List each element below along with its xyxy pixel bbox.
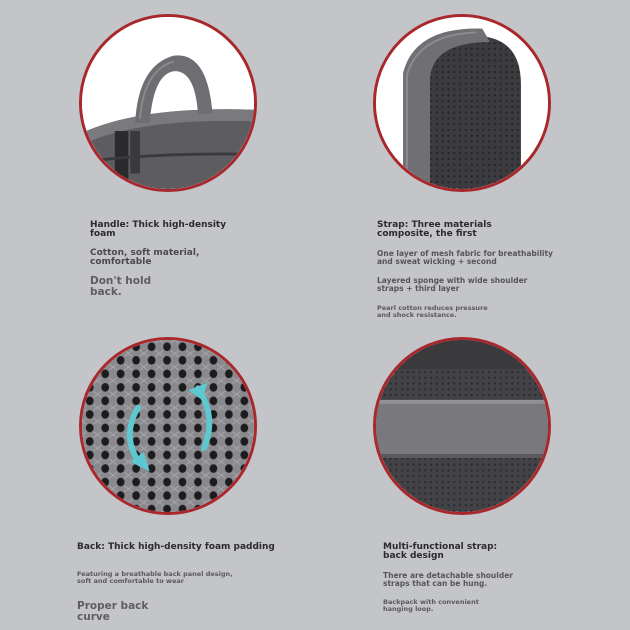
handle-detail-photo-icon xyxy=(82,17,254,189)
multi-title: Multi-functional strap: back design xyxy=(383,542,498,562)
handle-photo-circle xyxy=(79,14,257,192)
back-line-1: Featuring a breathable back panel design, soft and comfortable to wear xyxy=(77,570,233,585)
strap-detail-photo-icon xyxy=(376,17,548,189)
multi-line-1: There are detachable shoulder straps that can be hung. xyxy=(383,571,514,588)
hanging-strap-photo-icon xyxy=(376,340,548,512)
strap-title: Strap: Three materials composite, the first xyxy=(377,220,492,240)
multi-line-2: Backpack with convenient hanging loop. xyxy=(383,598,479,613)
handle-line-1: Cotton, soft material, comfortable xyxy=(90,248,200,268)
back-title: Back: Thick high-density foam padding xyxy=(77,542,275,552)
handle-title: Handle: Thick high-density foam xyxy=(90,220,227,240)
back-line-2: Proper back curve xyxy=(77,600,149,624)
handle-line-2: Don't hold back. xyxy=(90,275,152,299)
strap-line-2: Layered sponge with wide shoulder straps + third layer xyxy=(377,276,528,293)
strap-photo-circle xyxy=(373,14,551,192)
strap-line-3: Pearl cotton reduces pressure and shock resistance. xyxy=(377,304,488,319)
mesh-detail-photo-icon xyxy=(82,340,254,512)
strap-line-1: One layer of mesh fabric for breathability and sweat wicking + second xyxy=(377,249,553,266)
mesh-photo-circle xyxy=(79,337,257,515)
hanging-strap-photo-circle xyxy=(373,337,551,515)
